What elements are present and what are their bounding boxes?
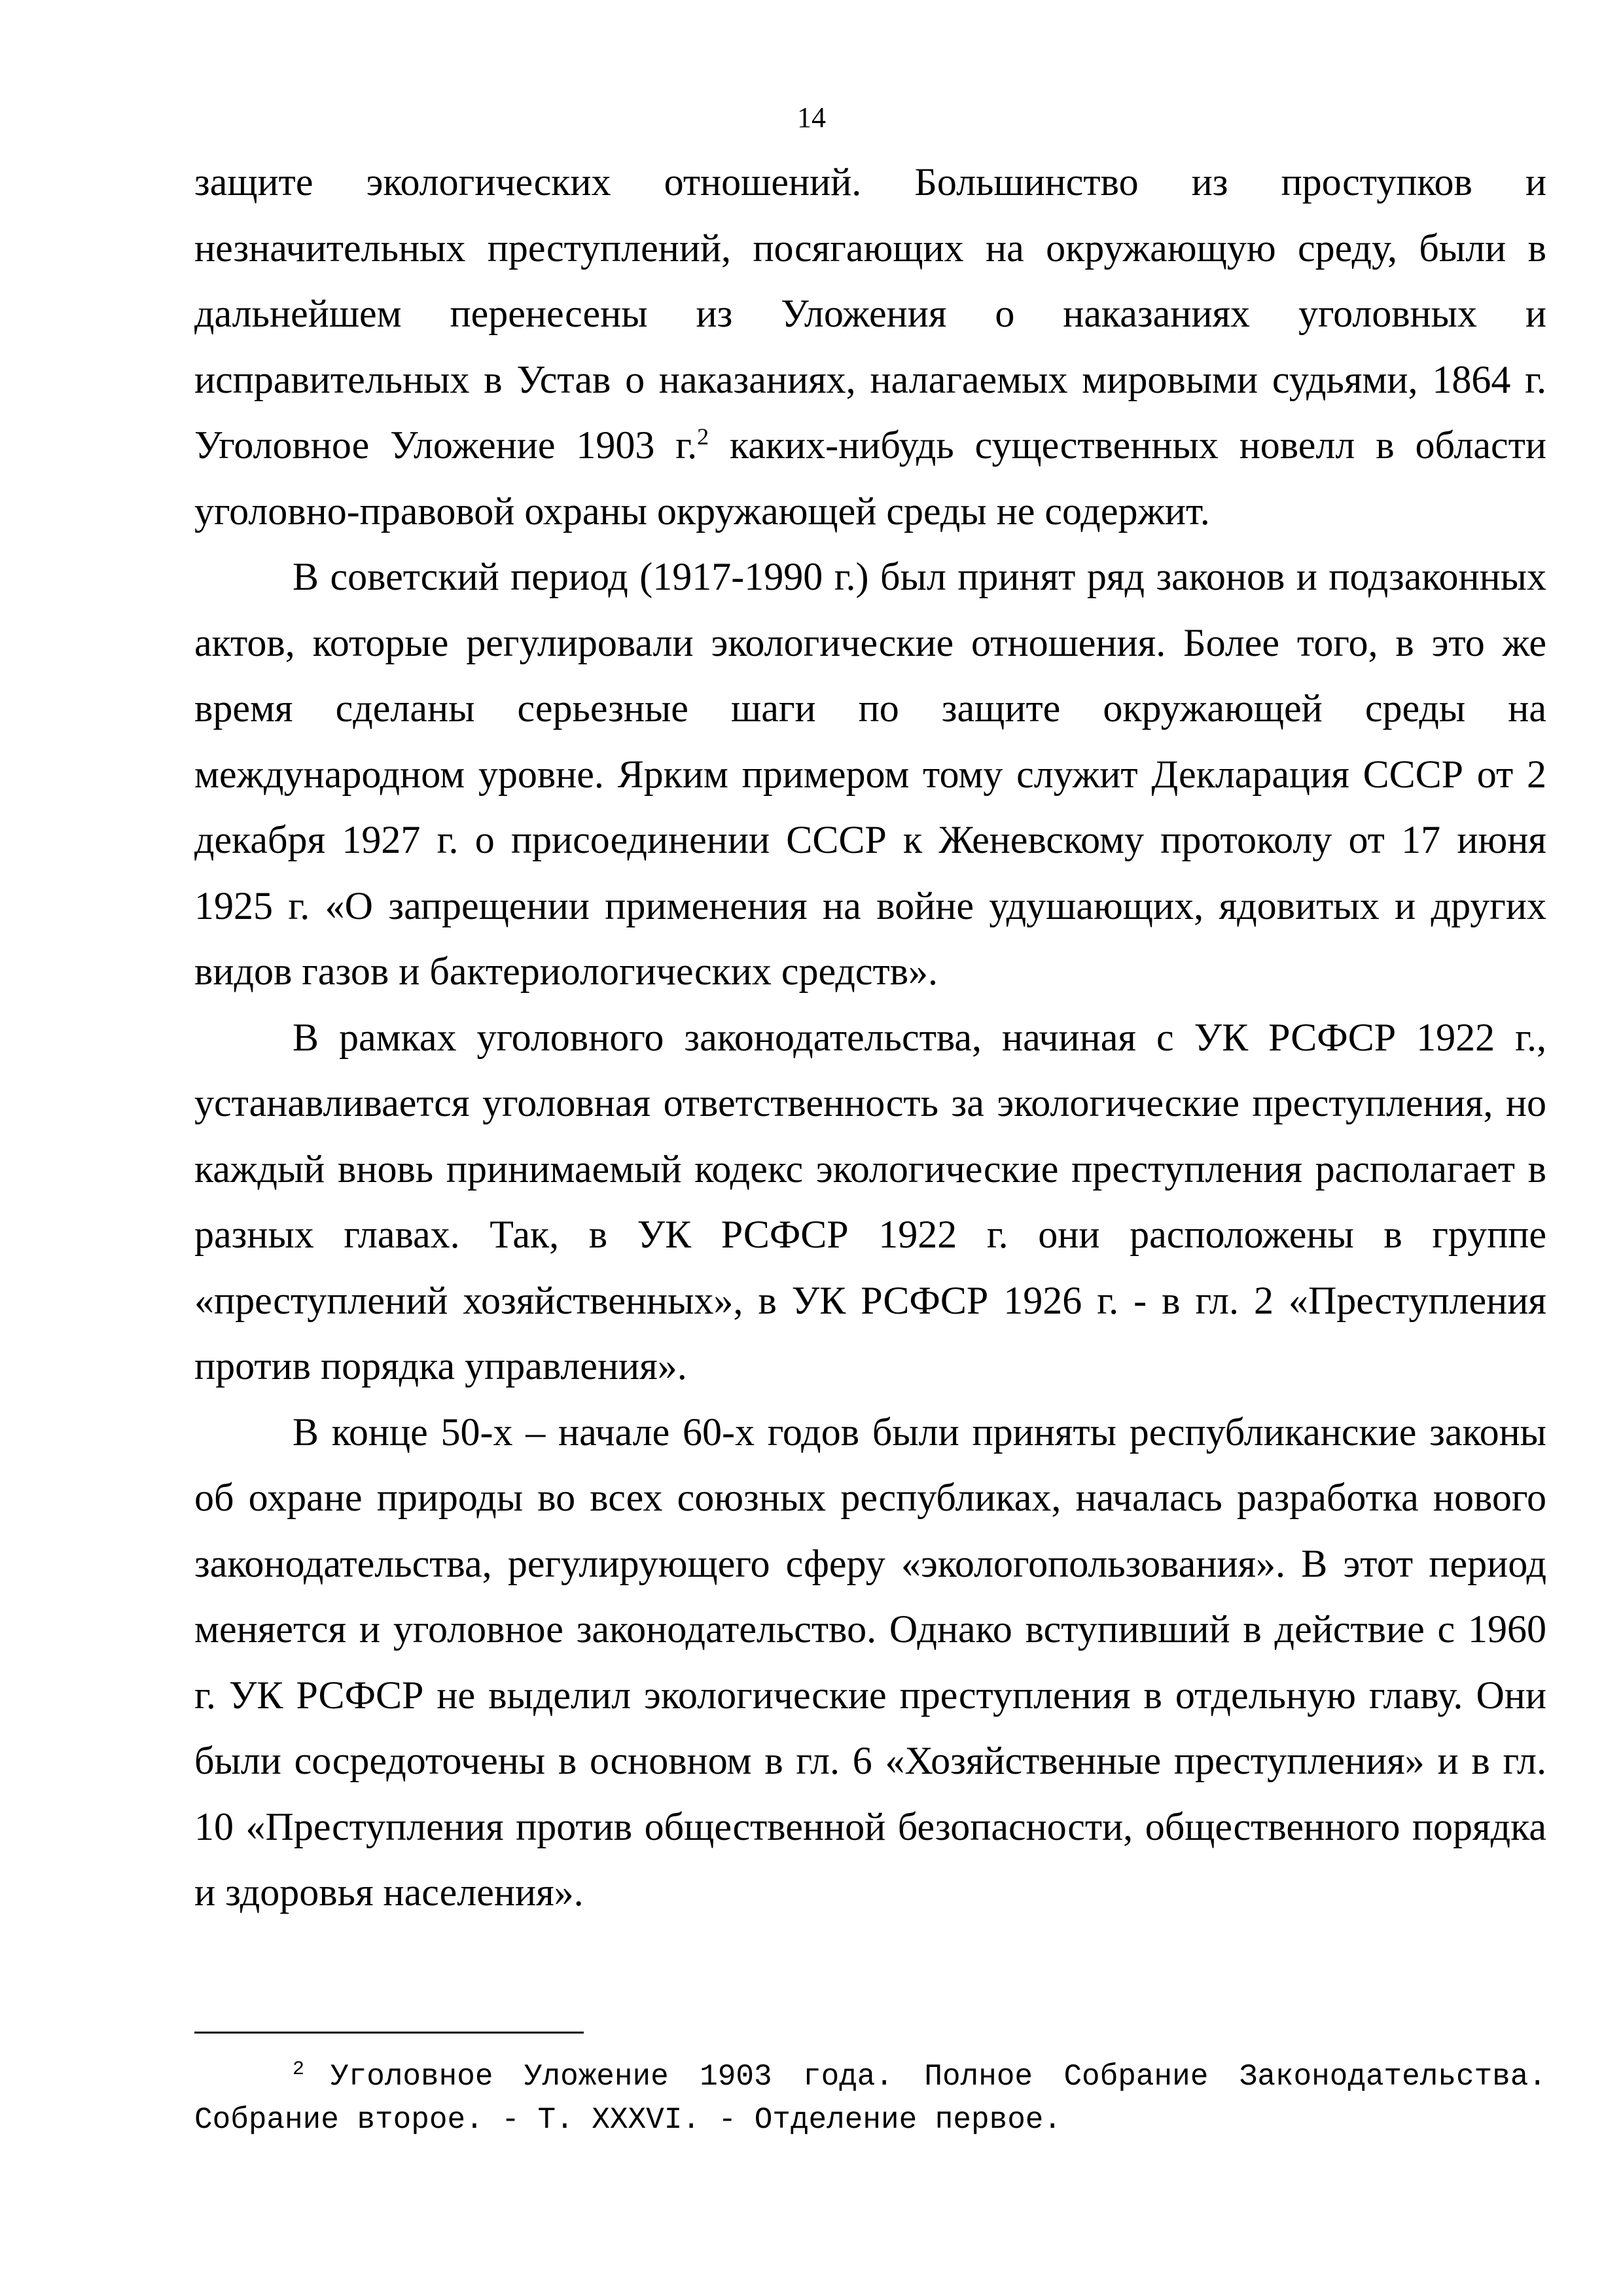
body-text	[194, 149, 1546, 1926]
footnote-separator	[194, 2032, 584, 2034]
paragraph-continued	[194, 149, 1546, 544]
paragraph-text: каких-нибудь существенных новелл в области уголовно-правовой охраны окружающей среды не содержит.	[194, 423, 1547, 533]
paragraph-late-50s: В конце 50-х – начале 60-х годов были приняты республиканские законы об охране природы во всех союзных республиках, началась разработка нового законодательства, регулирующего сферу «экологопользования». В этот период меняется и уголовное законодательство. Однако вступивший в действие с 1960 г. УК РСФСР не выделил экологические преступления в отдельную главу. Они были сосредоточены в основном в гл. 6 «Хозяйственные преступления» и в гл. 10 «Преступления против общественной безопасности, общественного порядка и здоровья населения».	[194, 1410, 1546, 1914]
footnote-text: Уголовное Уложение 1903 года. Полное Собрание Законодательства. Собрание второе. - Т. XXXVI. - Отделение первое.	[194, 2060, 1546, 2137]
footnote-reference[interactable]: 2	[697, 423, 709, 450]
page-number: 14	[797, 101, 826, 134]
footnote-mark: 2	[293, 2058, 305, 2081]
paragraph-criminal-law: В рамках уголовного законодательства, начиная с УК РСФСР 1922 г., устанавливается уголовная ответственность за экологические преступления, но каждый вновь принимаемый кодекс экологические преступления располагает в разных главах. Так, в УК РСФСР 1922 г. они расположены в группе «преступлений хозяйственных», в УК РСФСР 1926 г. - в гл. 2 «Преступления против порядка управления».	[194, 1015, 1546, 1388]
footnote	[194, 2055, 1546, 2142]
paragraph-text: защите экологических отношений. Большинство из проступков и незначительных преступлений, посягающих на окружающую среду, были в дальнейшем перенесены из Уложения о наказаниях уголовных и исправительных в Устав о наказаниях, налагаемых мировыми судьями, 1864 г. Уголовное Уложение 1903 г.	[194, 160, 1546, 467]
paragraph-soviet-period: В советский период (1917-1990 г.) был принят ряд законов и подзаконных актов, которые регулировали экологические отношения. Более того, в это же время сделаны серьезные шаги по защите окружающей среды на международном уровне. Ярким примером тому служит Декларация СССР от 2 декабря 1927 г. о присоединении СССР к Женевскому протоколу от 17 июня 1925 г. «О запрещении применения на войне удушающих, ядовитых и других видов газов и бактериологических средств».	[194, 555, 1546, 993]
